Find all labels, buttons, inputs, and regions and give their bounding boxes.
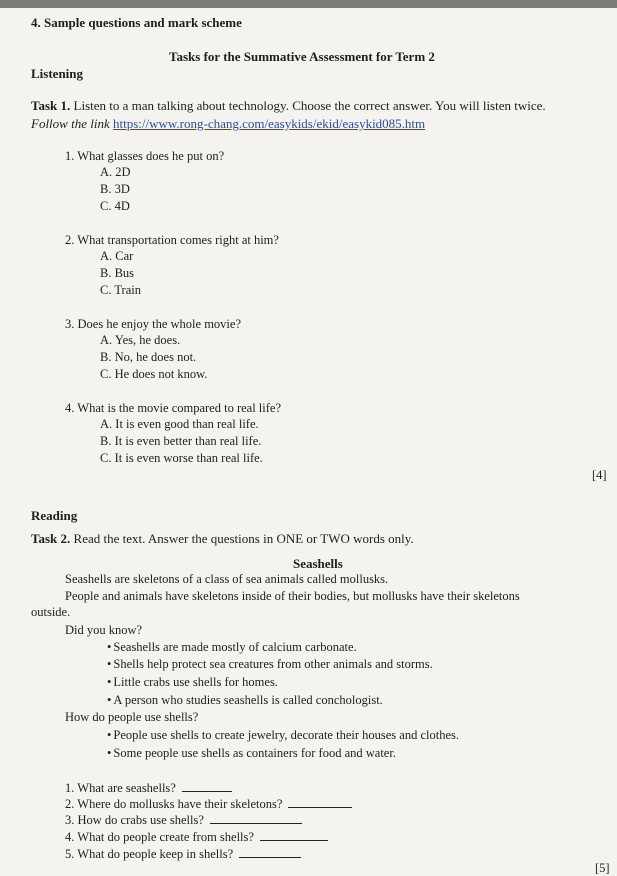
answer-option: C. It is even worse than real life. — [100, 451, 263, 465]
listening-marks: [4] — [592, 468, 607, 482]
task1-instruction — [31, 98, 546, 114]
subheading: How do people use shells? — [65, 710, 199, 724]
answer-blank[interactable] — [239, 845, 301, 858]
paragraph: outside. — [31, 605, 71, 619]
reading-marks: [5] — [595, 861, 610, 875]
top-edge-bar — [0, 0, 617, 8]
section-heading: 4. Sample questions and mark scheme — [31, 15, 242, 30]
answer-option: A. 2D — [100, 165, 131, 179]
reading-heading: Reading — [31, 508, 78, 523]
task1-text: Listen to a man talking about technology. Choose the correct answer. You will listen twice. — [73, 98, 546, 113]
task2-instruction — [31, 531, 414, 547]
answer-option: B. No, he does not. — [100, 350, 197, 364]
paragraph: Seashells are skeletons of a class of sea animals called mollusks. — [65, 572, 389, 586]
answer-option: B. It is even better than real life. — [100, 434, 262, 448]
answer-option: A. Car — [100, 249, 134, 263]
listening-question: 2. What transportation comes right at him? — [65, 233, 279, 247]
reading-question: 5. What do people keep in shells? — [65, 845, 301, 862]
answer-blank[interactable] — [182, 779, 232, 792]
bullet-item: • Seashells are made mostly of calcium carbonate. — [107, 640, 357, 655]
listening-question: 4. What is the movie compared to real life? — [65, 401, 282, 415]
task2-label: Task 2. — [31, 531, 71, 546]
answer-blank[interactable] — [260, 828, 328, 841]
document-page — [0, 8, 617, 874]
text-title: Seashells — [293, 556, 343, 571]
answer-option: B. 3D — [100, 182, 130, 196]
reading-question: 2. Where do mollusks have their skeletons? — [65, 795, 352, 812]
bullet-item: • Little crabs use shells for homes. — [107, 675, 278, 690]
reading-question: 4. What do people create from shells? — [65, 828, 328, 845]
listening-question: 1. What glasses does he put on? — [65, 149, 225, 163]
answer-option: C. He does not know. — [100, 367, 208, 381]
follow-link-line — [31, 116, 425, 132]
answer-blank[interactable] — [288, 795, 352, 808]
listening-heading: Listening — [31, 66, 84, 81]
answer-option: A. Yes, he does. — [100, 333, 181, 347]
task1-link[interactable]: https://www.rong-chang.com/easykids/ekid/easykid085.htm — [112, 116, 426, 131]
reading-question: 1. What are seashells? — [65, 779, 232, 796]
listening-question: 3. Does he enjoy the whole movie? — [65, 317, 241, 331]
answer-blank[interactable] — [210, 811, 302, 824]
task1-label: Task 1. — [31, 98, 71, 113]
answer-option: C. 4D — [100, 199, 130, 213]
bullet-item: • People use shells to create jewelry, decorate their houses and clothes. — [107, 728, 459, 743]
answer-option: B. Bus — [100, 266, 135, 280]
bullet-item: • Shells help protect sea creatures from other animals and storms. — [107, 657, 433, 672]
paragraph: People and animals have skeletons inside of their bodies, but mollusks have their skeletons — [65, 589, 520, 603]
document-title: Tasks for the Summative Assessment for Term 2 — [169, 49, 435, 64]
bullet-item: • Some people use shells as containers for food and water. — [107, 746, 396, 761]
subheading: Did you know? — [65, 623, 143, 637]
bullet-item: • A person who studies seashells is called conchologist. — [107, 693, 383, 708]
task2-text: Read the text. Answer the questions in ONE or TWO words only. — [73, 531, 414, 546]
reading-question: 3. How do crabs use shells? — [65, 811, 302, 828]
answer-option: C. Train — [100, 283, 141, 297]
answer-option: A. It is even good than real life. — [100, 417, 259, 431]
follow-link-label: Follow the link — [31, 116, 110, 131]
